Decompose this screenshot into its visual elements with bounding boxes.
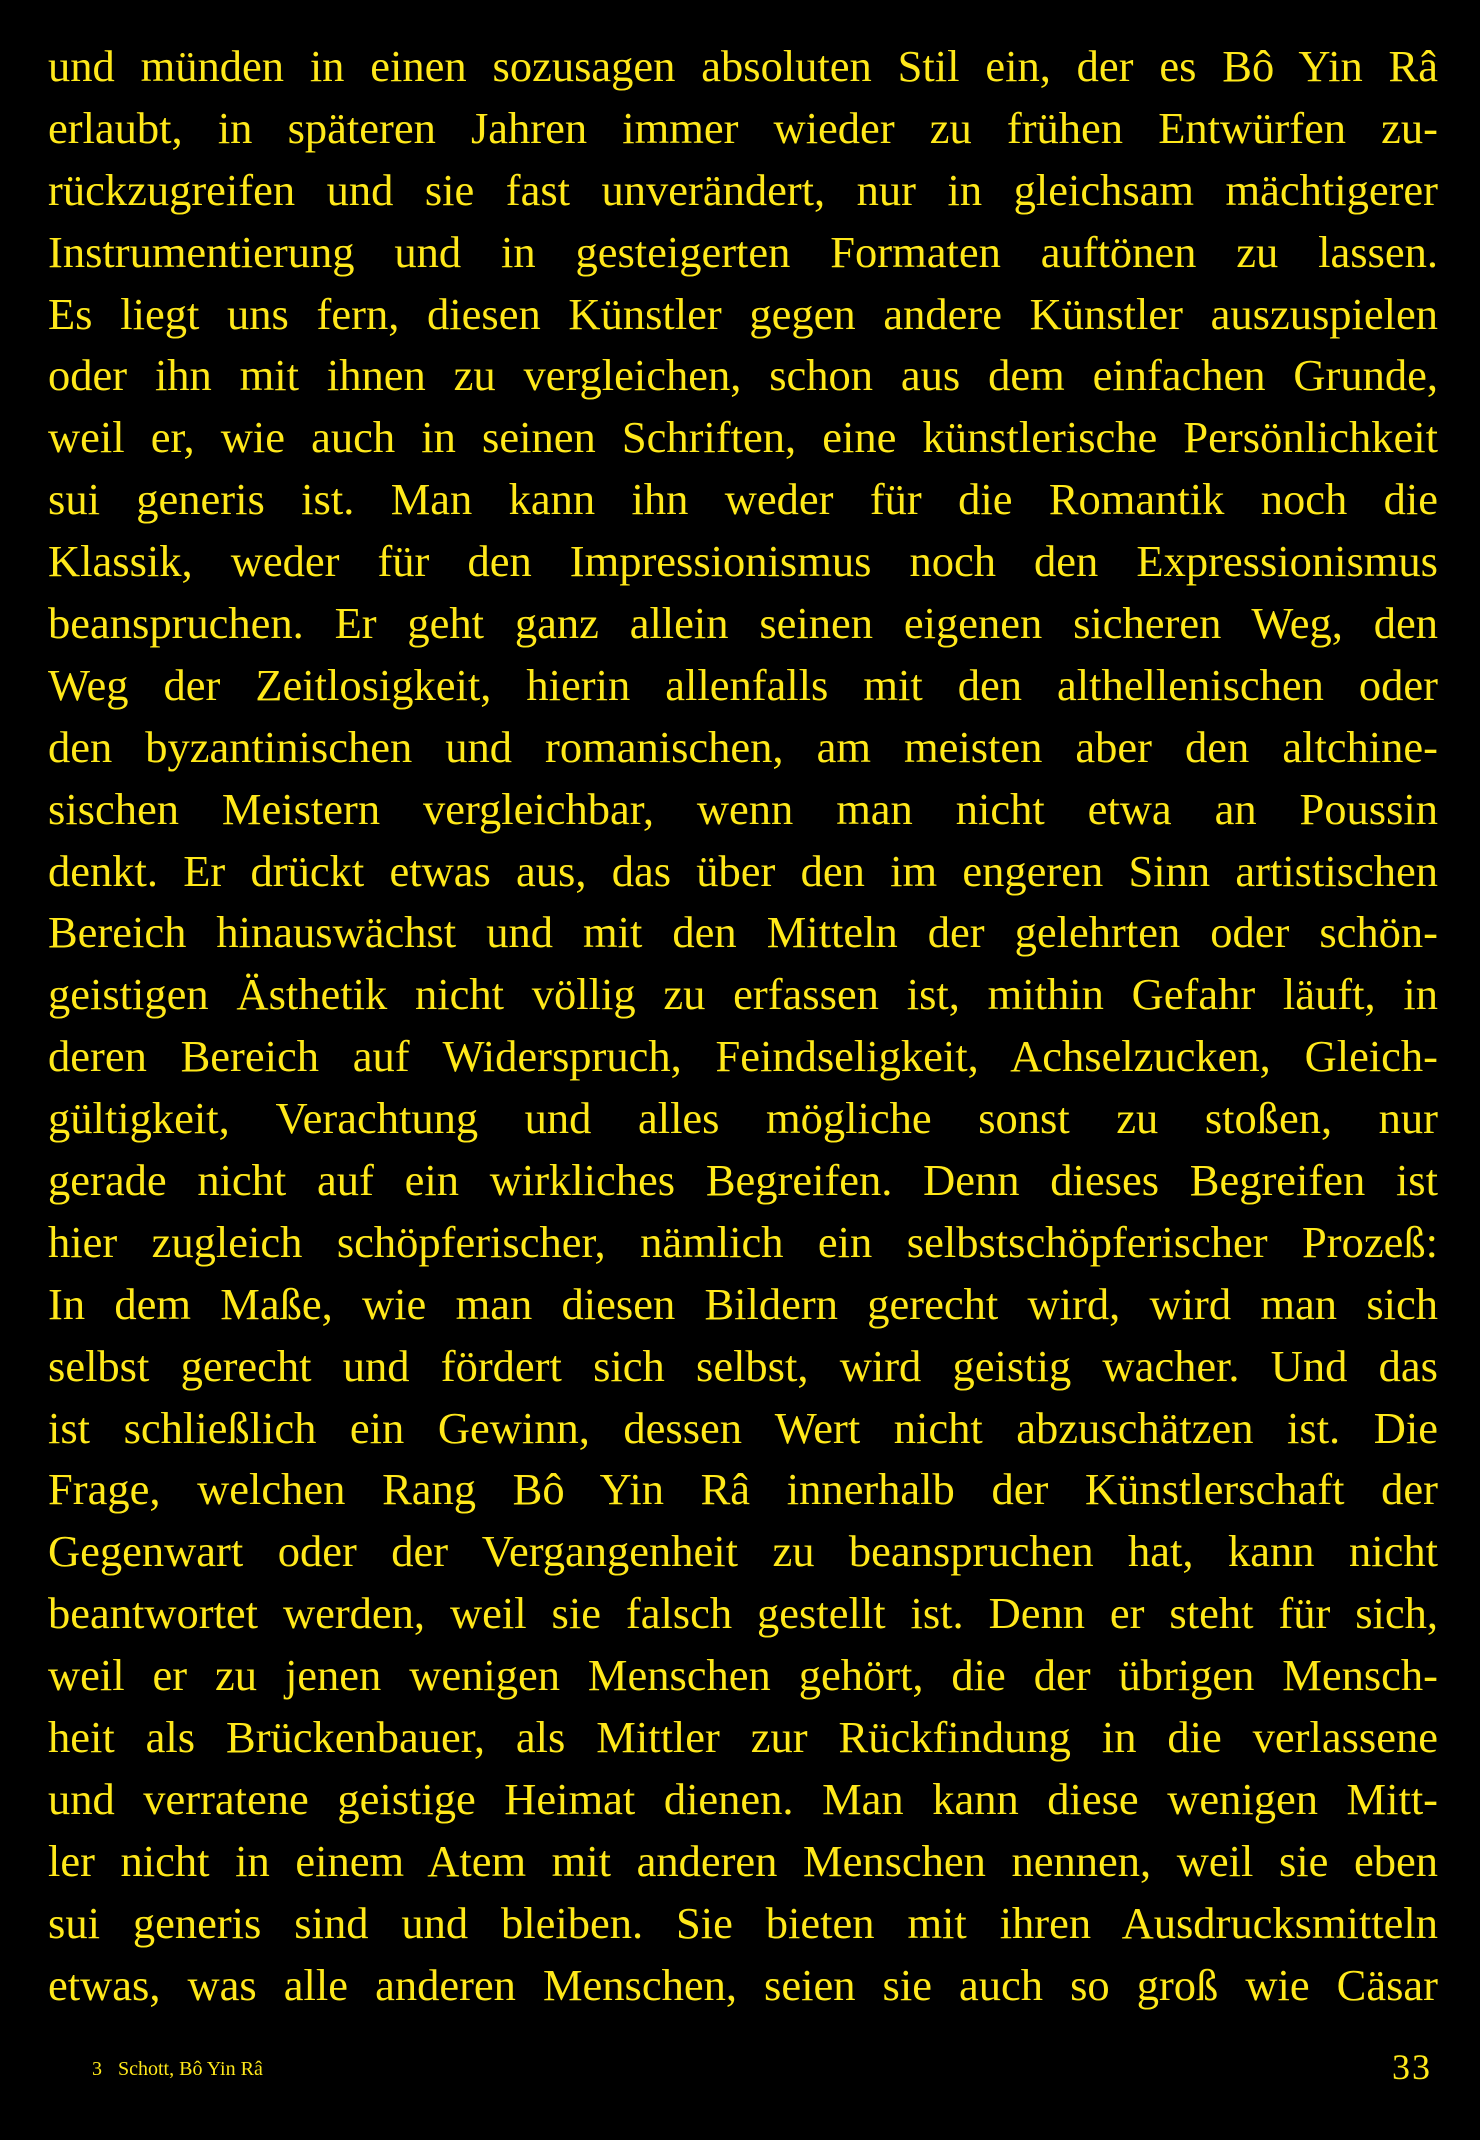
text-line: hier zugleich schöpferischer, nämlich ein selbstschöpferischer Prozeß: bbox=[48, 1216, 1438, 1267]
text-line: sischen Meistern vergleichbar, wenn man nicht etwa an Poussin bbox=[48, 783, 1438, 834]
signature-number: 3 bbox=[92, 2058, 102, 2080]
text-line: Es liegt uns fern, diesen Künstler gegen andere Künstler auszuspielen bbox=[48, 288, 1438, 339]
text-line: sui generis ist. Man kann ihn weder für die Romantik noch die bbox=[48, 474, 1438, 525]
text-line: heit als Brückenbauer, als Mittler zur Rückfindung in die verlassene bbox=[48, 1712, 1438, 1763]
text-line: weil er zu jenen wenigen Menschen gehört, die der übrigen Mensch- bbox=[48, 1650, 1438, 1701]
text-line: denkt. Er drückt etwas aus, das über den im engeren Sinn artistischen bbox=[48, 845, 1438, 896]
text-line: und münden in einen sozusagen absoluten Stil ein, der es Bô Yin Râ bbox=[48, 41, 1438, 91]
text-line: rückzugreifen und sie fast unverändert, nur in gleichsam mächtigerer bbox=[48, 164, 1438, 215]
text-line: beantwortet werden, weil sie falsch gestellt ist. Denn er steht für sich, bbox=[48, 1588, 1438, 1639]
text-line: Gegenwart oder der Vergangenheit zu beanspruchen hat, kann nicht bbox=[48, 1526, 1438, 1577]
text-line: beanspruchen. Er geht ganz allein seinen eigenen sicheren Weg, den bbox=[48, 598, 1438, 649]
text-line: deren Bereich auf Widerspruch, Feindseligkeit, Achselzucken, Gleich- bbox=[48, 1031, 1438, 1082]
text-line: weil er, wie auch in seinen Schriften, eine künstlerische Persönlichkeit bbox=[48, 412, 1438, 463]
signature-mark bbox=[92, 2058, 263, 2081]
text-line: geistigen Ästhetik nicht völlig zu erfassen ist, mithin Gefahr läuft, in bbox=[48, 969, 1438, 1020]
text-line: Klassik, weder für den Impressionismus noch den Expressionismus bbox=[48, 536, 1438, 587]
text-line: Bereich hinauswächst und mit den Mitteln der gelehrten oder schön- bbox=[48, 907, 1438, 958]
signature-text: Schott, Bô Yin Râ bbox=[118, 2058, 263, 2080]
text-line: Instrumentierung und in gesteigerten Formaten auftönen zu lassen. bbox=[48, 226, 1438, 277]
text-line: ler nicht in einem Atem mit anderen Menschen nennen, weil sie eben bbox=[48, 1835, 1438, 1886]
body-text bbox=[48, 36, 1438, 2017]
text-line: Weg der Zeitlosigkeit, hierin allenfalls mit den althellenischen oder bbox=[48, 659, 1438, 710]
text-line: den byzantinischen und romanischen, am meisten aber den altchine- bbox=[48, 721, 1438, 772]
text-line: erlaubt, in späteren Jahren immer wieder zu frühen Entwürfen zu- bbox=[48, 102, 1438, 153]
text-line: selbst gerecht und fördert sich selbst, wird geistig wacher. Und das bbox=[48, 1340, 1438, 1391]
text-line: und verratene geistige Heimat dienen. Man kann diese wenigen Mitt- bbox=[48, 1773, 1438, 1824]
text-line: ist schließlich ein Gewinn, dessen Wert nicht abzuschätzen ist. Die bbox=[48, 1402, 1438, 1453]
text-line: gültigkeit, Verachtung und alles mögliche sonst zu stoßen, nur bbox=[48, 1093, 1438, 1144]
text-line: etwas, was alle anderen Menschen, seien sie auch so groß wie Cäsar bbox=[48, 1959, 1438, 2010]
text-line: In dem Maße, wie man diesen Bildern gerecht wird, wird man sich bbox=[48, 1278, 1438, 1329]
text-line: Frage, welchen Rang Bô Yin Râ innerhalb der Künstlerschaft der bbox=[48, 1464, 1438, 1515]
page-number: 33 bbox=[1392, 2047, 1432, 2087]
text-line: oder ihn mit ihnen zu vergleichen, schon aus dem einfachen Grunde, bbox=[48, 350, 1438, 401]
text-line: sui generis sind und bleiben. Sie bieten mit ihren Ausdrucksmitteln bbox=[48, 1897, 1438, 1948]
text-line: gerade nicht auf ein wirkliches Begreifen. Denn dieses Begreifen ist bbox=[48, 1155, 1438, 1206]
